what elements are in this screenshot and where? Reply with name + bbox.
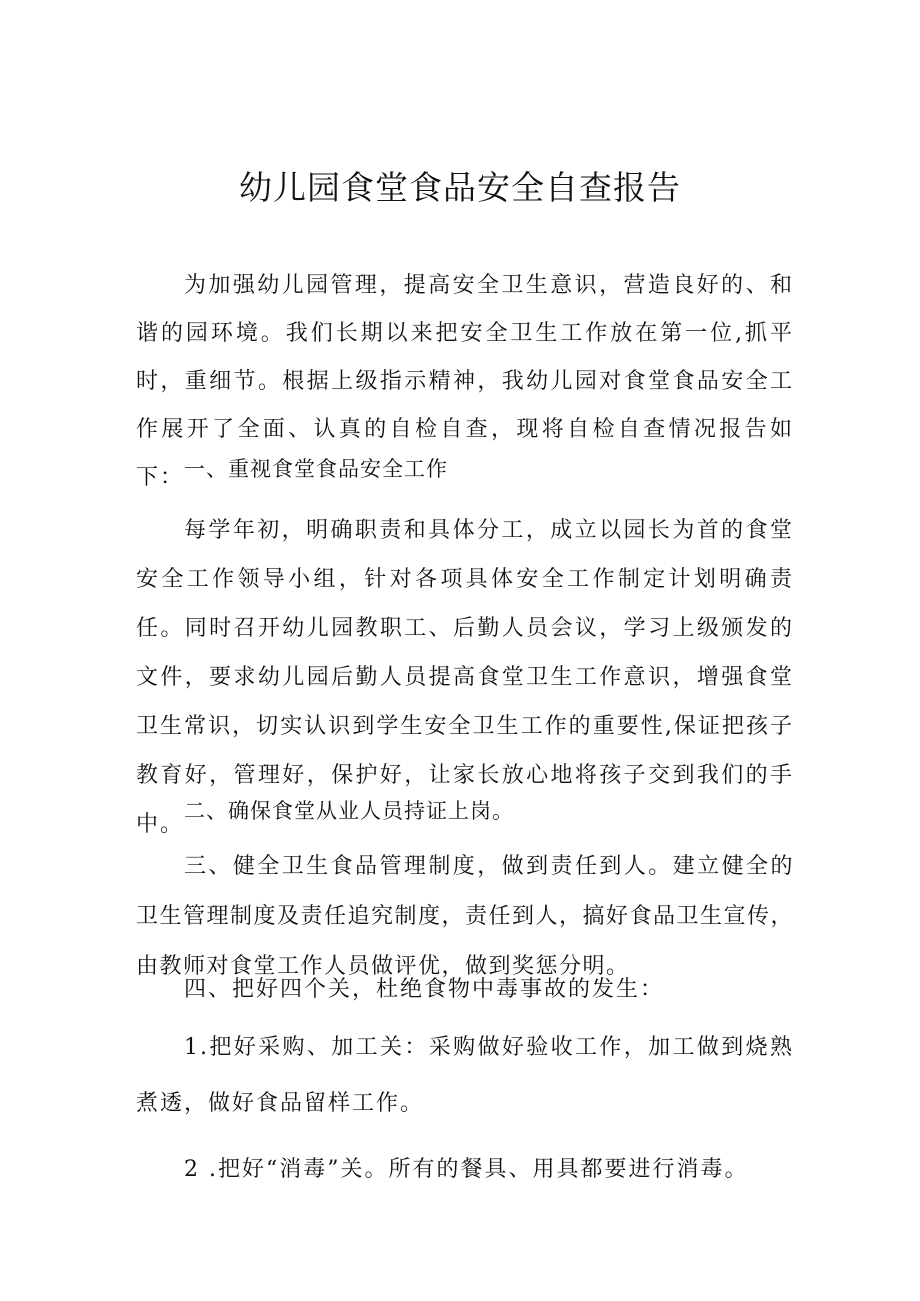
section-3-paragraph: 三、健全卫生食品管理制度，做到责任到人。建立健全的卫生管理制度及责任追究制度，责任到人，搞好食品卫生宣传，由教师对食堂工作人员做评优，做到奖惩分明。 xyxy=(136,854,795,979)
list-item-2: 2 .把好“消毒”关。所有的餐具、用具都要进行消毒。 xyxy=(184,1157,749,1182)
intro-paragraph: 为加强幼儿园管理，提高安全卫生意识，营造良好的、和谐的园环境。我们长期以来把安全卫生工作放在第一位,抓平时，重细节。根据上级指示精神，我幼儿园对食堂食品安全工作展开了全面、认真的自检自查，现将自检自查情况报告如下： xyxy=(136,273,794,490)
list-item-1: 1.把好采购、加工关：采购做好验收工作，加工做到烧熟煮透，做好食品留样工作。 xyxy=(136,1035,794,1116)
document-title: 幼儿园食堂食品安全自查报告 xyxy=(239,168,681,207)
section-4-heading: 四、把好四个关，杜绝食物中毒事故的发生： xyxy=(184,977,665,1002)
section-1-heading: 一、重视食堂食品安全工作 xyxy=(184,457,448,481)
section-1-body: 每学年初，明确职责和具体分工，成立以园长为首的食堂安全工作领导小组，针对各项具体安全工作制定计划明确责任。同时召开幼儿园教职工、后勤人员会议，学习上级颁发的文件，要求幼儿园后勤人员提高食堂卫生工作意识，增强食堂卫生常识，切实认识到学生安全卫生工作的重要性,保证把孩子教育好，管理好，保护好，让家长放心地将孩子交到我们的手中。 xyxy=(136,518,794,837)
section-2-heading: 二、确保食堂从业人员持证上岗。 xyxy=(184,799,514,823)
